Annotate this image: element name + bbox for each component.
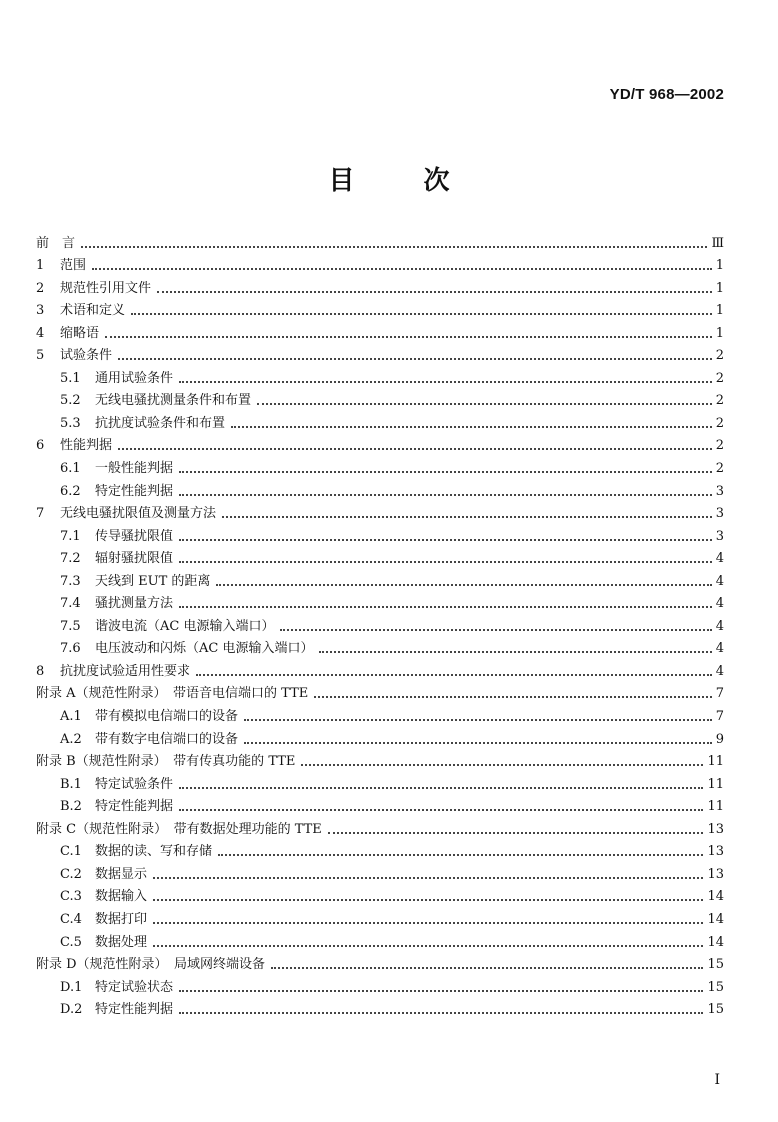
toc-entry-number: 6.1 [60,461,81,477]
toc-entry-label: 数据打印 [95,911,148,927]
toc-entry[interactable] [36,702,724,725]
toc-entry-page: 15 [707,957,724,973]
toc-entry[interactable] [36,590,724,613]
toc-entry-page: 11 [707,799,724,815]
dot-leader [153,899,703,901]
toc-entry-page: 2 [715,438,724,454]
dot-leader [179,1012,703,1014]
dot-leader [179,561,712,563]
toc-entry-label: 试验条件 [60,348,113,364]
dot-leader [179,787,703,789]
toc-entry-label: 附录 C（规范性附录） 带有数据处理功能的 TTE [36,821,322,837]
toc-entry-number: C.5 [60,934,82,950]
toc-entry-page: 15 [707,979,724,995]
toc-entry-number: C.4 [60,911,82,927]
toc-entry[interactable] [36,522,724,545]
toc-entry-number: A.2 [60,731,82,747]
toc-entry[interactable] [36,454,724,477]
toc-entry-page: 13 [707,866,724,882]
toc-entry-page: Ⅲ [711,235,724,251]
toc-entry-page: 14 [707,911,724,927]
toc-entry[interactable] [36,477,724,500]
toc-entry-page: 15 [707,1002,724,1018]
toc-entry-page: 1 [715,325,724,341]
toc-entry-page: 4 [715,551,724,567]
toc-entry-label: 抗扰度试验条件和布置 [95,415,226,431]
toc-entry-label: 术语和定义 [60,303,126,319]
toc-entry-label: 附录 B（规范性附录） 带有传真功能的 TTE [36,754,296,770]
toc-entry[interactable] [36,274,724,297]
toc-entry-label: 特定性能判据 [95,799,174,815]
toc-entry-page: 4 [715,663,724,679]
dot-leader [92,268,712,270]
toc-entry-label: 前 言 [36,235,76,251]
toc-entry[interactable] [36,387,724,410]
toc-entry-label: 带有模拟电信端口的设备 [95,709,239,725]
toc-entry-number: B.2 [60,799,82,815]
toc-entry-page: 4 [715,573,724,589]
toc-entry[interactable] [36,319,724,342]
toc-entry[interactable] [36,928,724,951]
toc-entry-number: C.3 [60,889,82,905]
toc-entry-label: 数据的读、写和存储 [95,844,213,860]
toc-entry-label: 数据处理 [95,934,148,950]
dot-leader [179,494,712,496]
toc-entry[interactable] [36,951,724,974]
toc-entry-page: 7 [715,709,724,725]
toc-entry-number: 5.3 [60,415,81,431]
toc-entry-number: D.1 [60,979,83,995]
toc-entry-label: 数据输入 [95,889,148,905]
standard-number: YD/T 968—2002 [609,86,724,103]
dot-leader [81,246,707,248]
toc-entry-label: 特定试验条件 [95,776,174,792]
toc-entry-page: 4 [715,618,724,634]
toc-entry-label: 谐波电流（AC 电源输入端口） [95,618,275,634]
toc-entry-number: 7 [36,506,45,522]
toc-entry[interactable] [36,635,724,658]
toc-entry[interactable] [36,860,724,883]
toc-entry-label: 范围 [60,258,87,274]
toc-entry-label: 电压波动和闪烁（AC 电源输入端口） [95,641,314,657]
toc-entry[interactable] [36,342,724,365]
toc-entry[interactable] [36,748,724,771]
toc-entry[interactable] [36,793,724,816]
dot-leader [222,516,712,518]
toc-entry-label: 一般性能判据 [95,461,174,477]
dot-leader [216,584,711,586]
toc-entry[interactable] [36,770,724,793]
toc-entry[interactable] [36,815,724,838]
title-char-1: 目 [328,166,355,196]
toc-entry-label: 附录 D（规范性附录） 局域网终端设备 [36,957,266,973]
dot-leader [280,629,711,631]
toc-entry[interactable] [36,409,724,432]
toc-entry-page: 11 [707,776,724,792]
dot-leader [218,854,703,856]
toc-entry[interactable] [36,432,724,455]
dot-leader [131,313,712,315]
toc-entry-page: 1 [715,303,724,319]
toc-entry-page: 2 [715,415,724,431]
page-title [0,160,778,197]
toc-entry-number: 7.2 [60,551,81,567]
toc-entry[interactable] [36,229,724,252]
toc-entry-number: 6.2 [60,483,81,499]
toc-entry-page: 13 [707,844,724,860]
toc-entry[interactable] [36,725,724,748]
toc-entry-page: 2 [715,461,724,477]
toc-entry-number: 7.1 [60,528,81,544]
toc-entry-page: 11 [707,754,724,770]
toc-entry[interactable] [36,905,724,928]
toc-entry[interactable] [36,545,724,568]
toc-entry-number: 2 [36,280,45,296]
toc-entry[interactable] [36,364,724,387]
toc-entry-number: A.1 [60,709,82,725]
dot-leader [179,809,703,811]
toc-entry[interactable] [36,612,724,635]
toc-entry-label: 特定性能判据 [95,483,174,499]
dot-leader [157,291,712,293]
toc-entry-page: 14 [707,889,724,905]
toc-entry[interactable] [36,500,724,523]
toc-entry-page: 2 [715,370,724,386]
toc-entry-page: 3 [715,506,724,522]
title-char-2: 次 [423,166,450,196]
toc-entry[interactable] [36,252,724,275]
toc-entry-label: 附录 A（规范性附录） 带语音电信端口的 TTE [36,686,309,702]
dot-leader [271,967,703,969]
toc-entry-label: 特定性能判据 [95,1002,174,1018]
toc-entry-page: 2 [715,348,724,364]
toc-entry-number: 7.6 [60,641,81,657]
toc-entry-number: 5.2 [60,393,81,409]
dot-leader [179,990,703,992]
dot-leader [118,358,712,360]
toc-entry-number: 5 [36,348,45,364]
toc-entry-number: D.2 [60,1002,83,1018]
toc-entry-label: 天线到 EUT 的距离 [95,573,211,589]
dot-leader [179,539,712,541]
toc-entry-page: 3 [715,528,724,544]
toc-entry-label: 抗扰度试验适用性要求 [60,663,191,679]
dot-leader [153,877,703,879]
dot-leader [231,426,712,428]
toc-entry-number: 6 [36,438,45,454]
toc-entry[interactable] [36,297,724,320]
dot-leader [153,922,703,924]
toc-entry[interactable] [36,680,724,703]
toc-entry-label: 规范性引用文件 [60,280,152,296]
toc-entry-number: C.1 [60,844,82,860]
toc-entry[interactable] [36,973,724,996]
toc-entry-number: 1 [36,258,45,274]
toc-entry-page: 14 [707,934,724,950]
toc-entry-label: 骚扰测量方法 [95,596,174,612]
toc-entry-number: 8 [36,663,45,679]
toc-entry[interactable] [36,838,724,861]
toc-entry-label: 缩略语 [60,325,100,341]
toc-entry-number: 7.5 [60,618,81,634]
dot-leader [257,403,712,405]
toc-entry[interactable] [36,883,724,906]
toc-entry-page: 3 [715,483,724,499]
toc-entry-label: 辐射骚扰限值 [95,551,174,567]
toc-entry-page: 13 [707,821,724,837]
dot-leader [105,336,712,338]
toc-entry-page: 4 [715,641,724,657]
toc-entry-page: 4 [715,596,724,612]
dot-leader [153,945,703,947]
toc-entry-number: B.1 [60,776,82,792]
toc-entry-number: 5.1 [60,370,81,386]
toc-entry-label: 数据显示 [95,866,148,882]
toc-entry[interactable] [36,657,724,680]
table-of-contents [36,229,724,1018]
toc-entry-label: 传导骚扰限值 [95,528,174,544]
toc-entry[interactable] [36,567,724,590]
toc-entry-label: 带有数字电信端口的设备 [95,731,239,747]
dot-leader [328,832,704,834]
toc-entry-label: 无线电骚扰限值及测量方法 [60,506,217,522]
toc-entry-page: 9 [715,731,724,747]
dot-leader [118,448,712,450]
toc-entry-label: 特定试验状态 [95,979,174,995]
toc-entry-label: 性能判据 [60,438,113,454]
toc-entry-number: 7.4 [60,596,81,612]
toc-entry-page: 1 [715,280,724,296]
toc-entry-label: 通用试验条件 [95,370,174,386]
dot-leader [179,606,712,608]
dot-leader [179,471,712,473]
toc-entry-page: 2 [715,393,724,409]
dot-leader [244,719,712,721]
dot-leader [314,696,711,698]
toc-entry-page: 7 [715,686,724,702]
dot-leader [179,381,712,383]
toc-entry-page: 1 [715,258,724,274]
dot-leader [196,674,712,676]
page-number: I [714,1072,720,1088]
toc-entry[interactable] [36,996,724,1019]
toc-entry-number: C.2 [60,866,82,882]
toc-entry-number: 7.3 [60,573,81,589]
dot-leader [244,742,712,744]
dot-leader [301,764,703,766]
toc-entry-number: 3 [36,303,45,319]
toc-entry-number: 4 [36,325,45,341]
toc-entry-label: 无线电骚扰测量条件和布置 [95,393,252,409]
dot-leader [319,651,711,653]
